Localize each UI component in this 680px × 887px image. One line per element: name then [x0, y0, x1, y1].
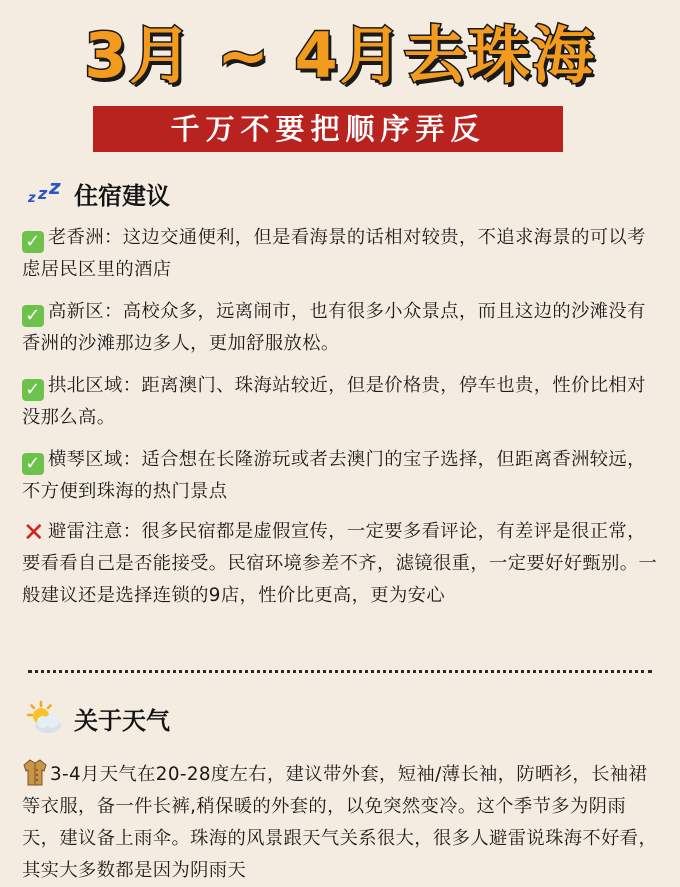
check-icon: ✓ — [22, 379, 44, 401]
lodging-heading — [28, 176, 170, 211]
check-icon: ✓ — [22, 453, 44, 475]
lodging-warning — [22, 516, 662, 612]
weather-heading — [24, 700, 170, 736]
section-divider — [28, 670, 652, 673]
weather-heading-text: 关于天气 — [74, 706, 170, 735]
lodging-item-text: 老香洲：这边交通便利，但是看海景的话相对较贵，不追求海景的可以考虑居民区里的酒店 — [22, 227, 646, 280]
zzz-icon: z z z — [28, 174, 61, 206]
lodging-item-text: 横琴区域：适合想在长隆游玩或者去澳门的宝子选择，但距离香洲较远，不方便到珠海的热门景点 — [22, 449, 646, 502]
coat-icon — [22, 758, 48, 786]
lodging-item — [22, 296, 662, 360]
sun-behind-cloud-icon — [24, 700, 64, 736]
lodging-item-text: 高新区：高校众多，远离闹市，也有很多小众景点，而且这边的沙滩没有香洲的沙滩那边多人，更加舒服放松。 — [22, 301, 646, 354]
lodging-item — [22, 444, 662, 508]
lodging-item-text: 拱北区域：距离澳门、珠海站较近，但是价格贵，停车也贵，性价比相对没那么高。 — [22, 375, 646, 428]
check-icon: ✓ — [22, 231, 44, 253]
page-title: 3月 ~ 4月去珠海 — [84, 19, 596, 92]
lodging-item — [22, 222, 662, 286]
weather-paragraph — [22, 758, 662, 887]
weather-text: 3-4月天气在20-28度左右，建议带外套，短袖/薄长袖，防晒衫，长袖裙等衣服，备一件长裤,稍保暖的外套的，以免突然变冷。这个季节多为阴雨天，建议备上雨伞。珠海的风景跟天气关系很大，很多人避雷说珠海不好看，其实大多数都是因为阴雨天 — [22, 764, 658, 881]
lodging-heading-text: 住宿建议 — [74, 182, 170, 210]
check-icon: ✓ — [22, 305, 44, 327]
cross-icon: ✕ — [22, 518, 46, 548]
lodging-warning-text: 避雷注意：很多民宿都是虚假宣传，一定要多看评论，有差评是很正常，要看看自己是否能接受。民宿环境参差不齐，滤镜很重，一定要好好甄别。一般建议还是选择连锁的9店，性价比更高，更为安心 — [22, 521, 658, 606]
lodging-item — [22, 370, 662, 434]
subtitle-banner: 千万不要把顺序弄反 — [93, 106, 563, 152]
